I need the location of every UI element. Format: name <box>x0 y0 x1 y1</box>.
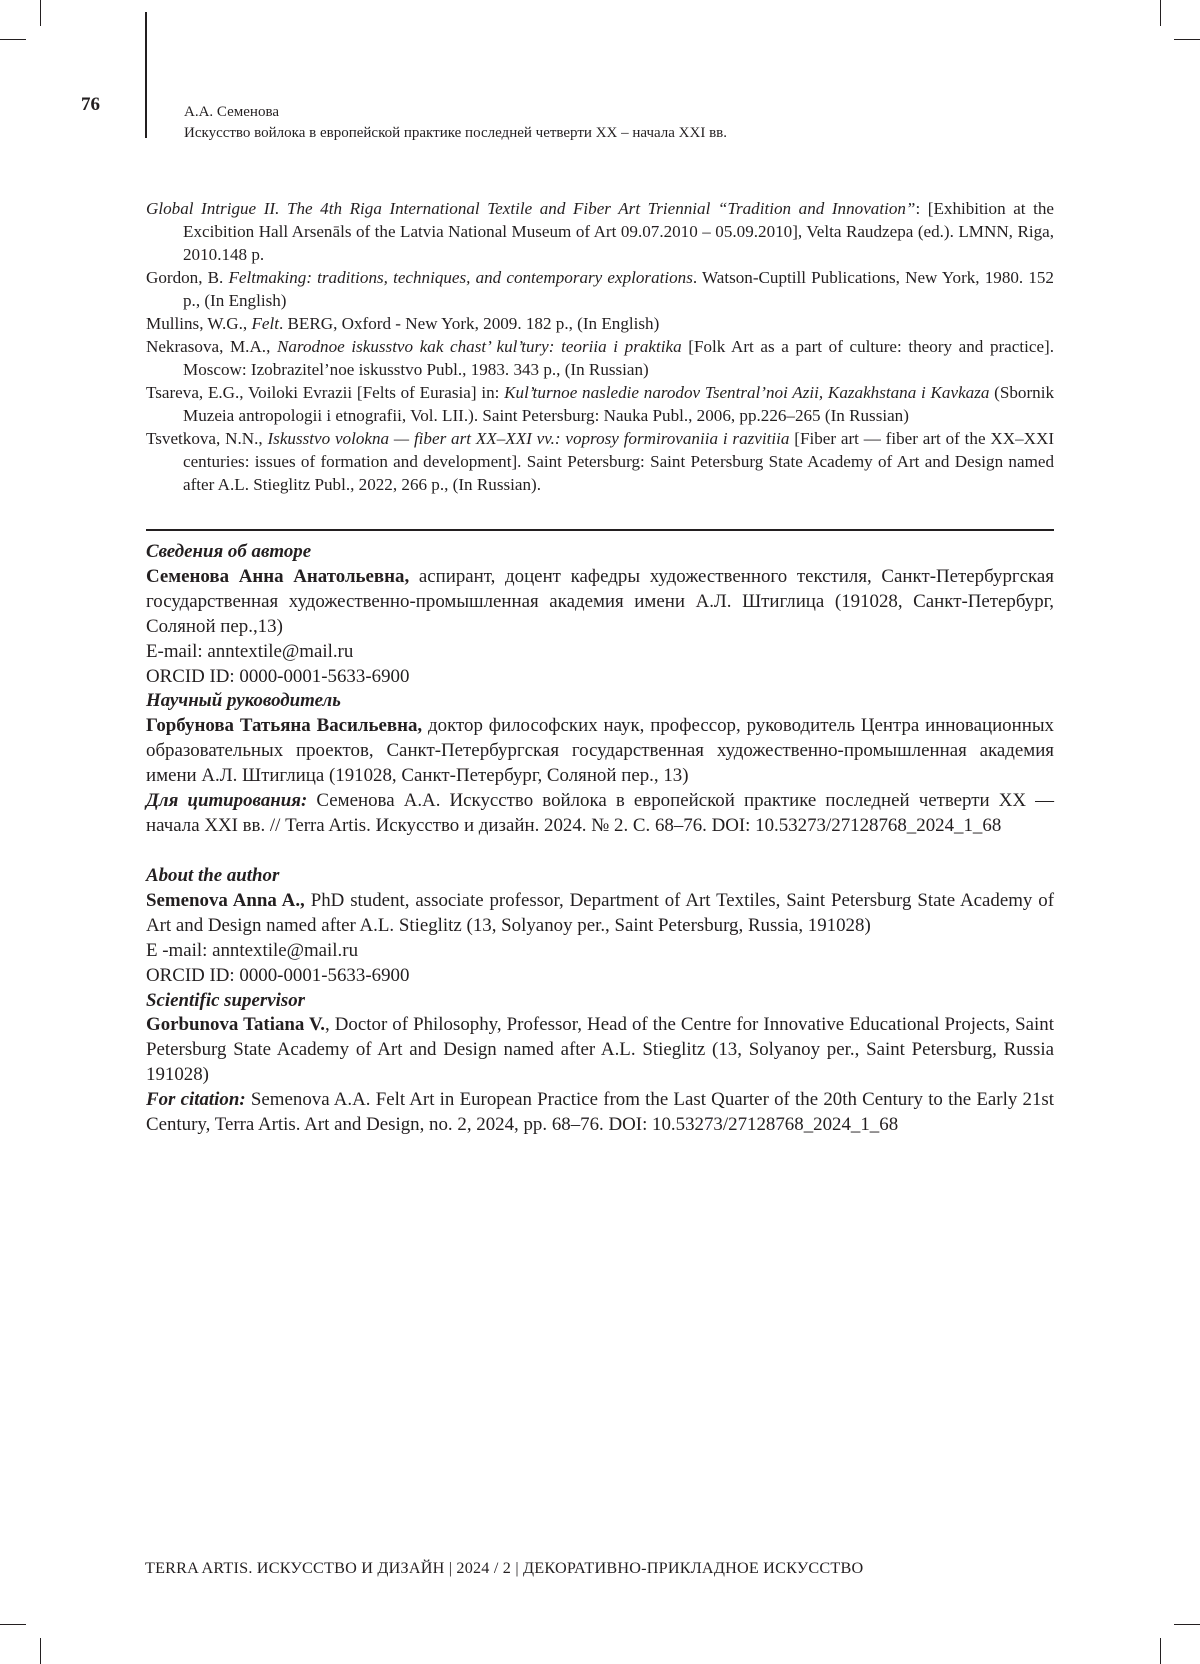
supervisor-name: Горбунова Татьяна Васильевна, <box>146 715 423 737</box>
reference-item <box>146 312 1054 335</box>
author-orcid: ORCID ID: 0000-0001-5633-6900 <box>146 964 410 986</box>
crop-mark <box>0 39 26 40</box>
reference-author: Tsareva, E.G., Voiloki Evrazii [Felts of Eurasia] in: <box>146 383 505 402</box>
citation-text: Семенова А.А. Искусство войлока в европейской практике последней четверти XX — начала XXI вв. // Terra Artis. Искусство и дизайн. 2024. № 2. С. 68–76. DOI: 10.53273/27128768_2024_1_68 <box>146 790 1054 836</box>
citation <box>146 789 1054 839</box>
reference-author: Tsvetkova, N.N., <box>146 429 268 448</box>
supervisor-heading: Научный руководитель <box>146 690 341 712</box>
crop-mark <box>1174 39 1200 40</box>
crop-mark <box>1174 1624 1200 1625</box>
citation-text: Semenova A.A. Felt Art in European Practice from the Last Quarter of the 20th Century to the Early 21st Century, Terra Artis. Art and Design, no. 2, 2024, pp. 68–76. DOI: 10.53273/27128768_2024_1_68 <box>146 1089 1055 1136</box>
supervisor-name: Gorbunova Tatiana V. <box>146 1014 325 1036</box>
crop-mark <box>0 1624 26 1625</box>
citation-label: For citation: <box>146 1089 246 1111</box>
reference-title: Narodnoe iskusstvo kak chast’ kul’tury: teoriia i praktika <box>276 337 682 356</box>
reference-rest: [Folk Art as a part of culture: theory and practice]. Moscow: Izobrazitel’noe iskusstvo Publ., 1983. 343 p., (In Russian) <box>183 337 1054 379</box>
reference-title: Felt <box>251 314 279 333</box>
author-bio <box>146 565 1054 640</box>
crop-mark <box>1160 1638 1161 1664</box>
supervisor-heading: Scientific supervisor <box>146 989 305 1011</box>
reference-rest: (Sbornik Muzeia antropologii i etnografii, Vol. LII.). Saint Petersburg: Nauka Publ., 2006, pp.226–265 (In Russian) <box>183 383 1054 425</box>
reference-item <box>146 335 1054 381</box>
reference-item <box>146 266 1054 312</box>
author-heading: Сведения об авторе <box>146 541 312 562</box>
author-bio <box>146 889 1054 939</box>
crop-mark <box>40 0 41 26</box>
reference-list <box>146 197 1054 496</box>
reference-rest: [Fiber art — fiber art of the XX–XXI centuries: issues of formation and development]. Saint Petersburg: Saint Petersburg State Academy of Art and Design named after A.L. Stieglitz Publ., 2022, 266 p., (In Russian). <box>183 429 1055 494</box>
author-email[interactable]: E-mail: anntextile@mail.ru <box>146 640 354 662</box>
page-number: 76 <box>81 94 100 115</box>
crop-mark <box>1160 0 1161 26</box>
running-head-author: А.А. Семенова <box>184 104 279 120</box>
author-name: Семенова Анна Анатольевна, <box>146 565 410 587</box>
reference-author: Nekrasova, M.A., <box>146 337 277 356</box>
author-details: PhD student, associate professor, Department of Art Textiles, Saint Petersburg State Academy of Art and Design named after A.L. Stieglitz (13, Solyanoy per., Saint Petersburg, Russia, 191028) <box>146 889 1055 936</box>
citation-label: Для цитирования: <box>146 790 308 812</box>
author-orcid: ORCID ID: 0000-0001-5633-6900 <box>146 665 410 687</box>
reference-title: Kul’turnoe nasledie narodov Tsentral’noi Azii, Kazakhstana i Kavkaza <box>504 383 990 402</box>
running-head <box>184 102 727 144</box>
author-email[interactable]: E -mail: anntextile@mail.ru <box>146 939 359 961</box>
section-divider <box>146 529 1054 531</box>
supervisor-bio <box>146 714 1054 789</box>
author-info-ru <box>146 540 1054 839</box>
reference-rest: . Watson-Cuptill Publications, New York, 1980. 152 p., (In English) <box>183 268 1054 310</box>
crop-mark <box>40 1638 41 1664</box>
journal-footer: TERRA ARTIS. ИСКУССТВО И ДИЗАЙН | 2024 / 2 | ДЕКОРАТИВНО-ПРИКЛАДНОЕ ИСКУССТВО <box>145 1559 864 1577</box>
supervisor-details: доктор философских наук, профессор, руководитель Центра инновационных образовательных проектов, Санкт-Петербургская государственная художественно-промышленная академия имени А.Л. Штиглица (191028, Санкт-Петербург, Соляной пер., 13) <box>146 715 1054 787</box>
reference-item <box>146 197 1054 266</box>
author-name: Semenova Anna A., <box>146 889 305 911</box>
author-details: аспирант, доцент кафедры художественного текстиля, Санкт-Петербургская государственная художественно-промышленная академия имени А.Л. Штиглица (191028, Санкт-Петербург, Соляной пер.,13) <box>146 565 1054 637</box>
header-rule <box>145 12 147 138</box>
supervisor-details: , Doctor of Philosophy, Professor, Head of the Centre for Innovative Educational Projects, Saint Petersburg State Academy of Art and Design named after A.L. Stieglitz (13, Solyanoy per., Saint Petersburg, Russia 191028) <box>146 1014 1054 1086</box>
reference-author: Gordon, B. <box>146 268 229 287</box>
author-heading: About the author <box>146 865 280 886</box>
reference-title: Feltmaking: traditions, techniques, and contemporary explorations <box>228 268 693 287</box>
reference-title: Global Intrigue II. The 4th Riga International Textile and Fiber Art Triennial “Tradition and Innovation” <box>146 199 916 218</box>
reference-author: Mullins, W.G., <box>146 314 252 333</box>
reference-item <box>146 427 1054 496</box>
supervisor-bio <box>146 1013 1054 1088</box>
citation <box>146 1088 1054 1138</box>
reference-rest: . BERG, Oxford - New York, 2009. 182 p., (In English) <box>278 314 660 333</box>
reference-item <box>146 381 1054 427</box>
reference-rest: : [Exhibition at the Excibition Hall Arsenāls of the Latvia National Museum of Art 09.07.2010 – 05.09.2010], Velta Raudzepa (ed.). LMNN, Riga, 2010.148 p. <box>183 199 1055 264</box>
author-info-en <box>146 864 1054 1138</box>
running-head-title: Искусство войлока в европейской практике последней четверти XX – начала XXI вв. <box>184 125 727 141</box>
reference-title: Iskusstvo volokna — fiber art XX–XXI vv.: voprosy formirovaniia i razvitiia <box>267 429 790 448</box>
